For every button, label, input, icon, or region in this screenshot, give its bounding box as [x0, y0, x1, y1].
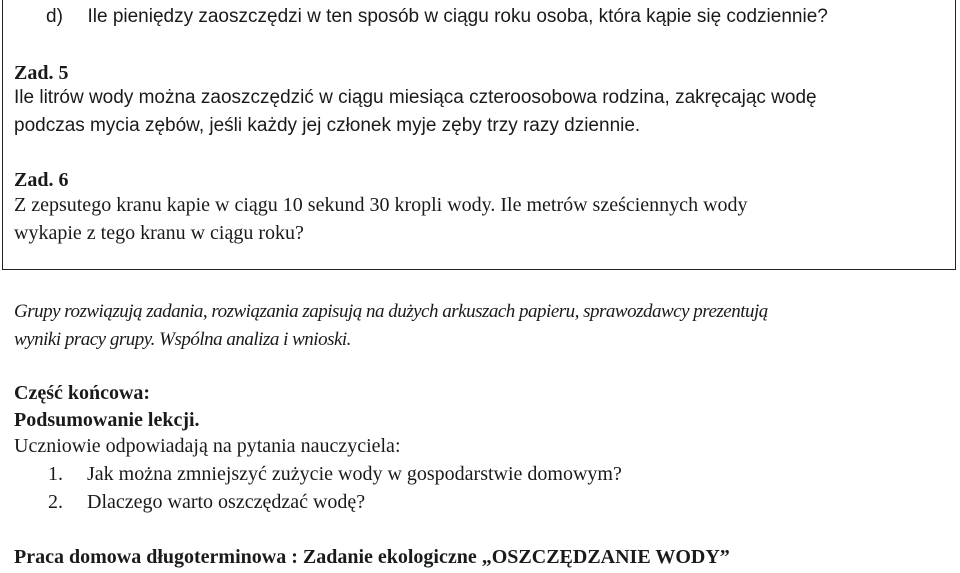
- question-1: [14, 462, 622, 486]
- zad6-title: Zad. 6: [14, 169, 69, 191]
- students-intro: Uczniowie odpowiadają na pytania nauczyciela:: [14, 435, 401, 457]
- question-2: [14, 490, 365, 514]
- question-1-text: Jak można zmniejszyć zużycie wody w gospodarstwie domowym?: [87, 463, 622, 485]
- zad6-line2: wykapie z tego kranu w ciągu roku?: [14, 222, 304, 244]
- zad5-line1: Ile litrów wody można zaoszczędzić w ciągu miesiąca czteroosobowa rodzina, zakręcając wodę: [14, 87, 817, 108]
- task-d-label: d): [46, 6, 63, 27]
- question-2-text: Dlaczego warto oszczędzać wodę?: [87, 491, 366, 513]
- question-2-number: 2.: [48, 491, 63, 513]
- homework: Praca domowa długoterminowa : Zadanie ekologiczne „OSZCZĘDZANIE WODY”: [14, 546, 730, 568]
- summary-heading: Podsumowanie lekcji.: [14, 409, 200, 431]
- groups-note-line2: wyniki pracy grupy. Wspólna analiza i wnioski.: [14, 329, 351, 350]
- question-1-number: 1.: [48, 463, 63, 485]
- zad5-line2: podczas mycia zębów, jeśli każdy jej członek myje zęby trzy razy dziennie.: [14, 115, 641, 136]
- zad6-line1: Z zepsutego kranu kapie w ciągu 10 sekund 30 kropli wody. Ile metrów sześciennych wody: [14, 194, 748, 216]
- task-d-text: Ile pieniędzy zaoszczędzi w ten sposób w ciągu roku osoba, która kąpie się codziennie?: [87, 6, 828, 27]
- final-part-heading: Część końcowa:: [14, 382, 151, 404]
- zad5-title: Zad. 5: [14, 62, 69, 84]
- groups-note-line1: Grupy rozwiązują zadania, rozwiązania zapisują na dużych arkuszach papieru, sprawozdawcy prezentują: [14, 301, 768, 322]
- task-d: [46, 5, 828, 29]
